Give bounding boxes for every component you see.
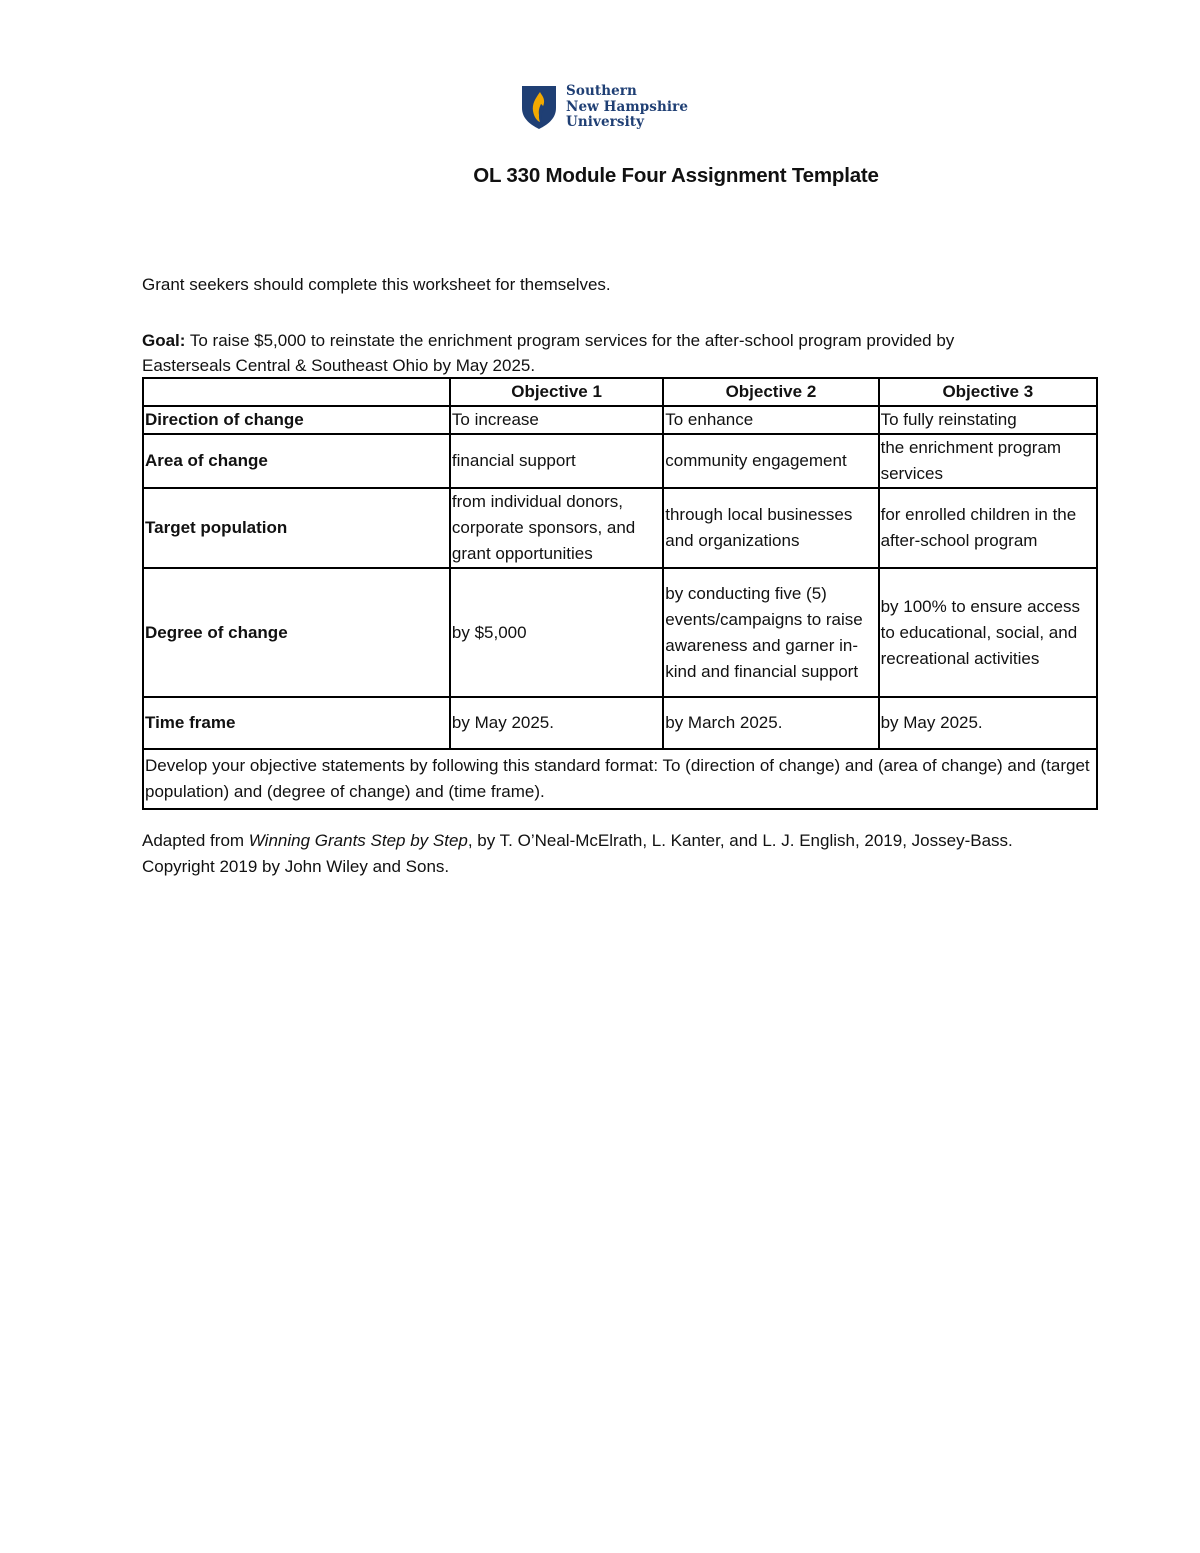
header-objective-1: Objective 1	[450, 378, 663, 406]
row-label-direction: Direction of change	[143, 406, 450, 434]
table-cell: To increase	[450, 406, 663, 434]
logo-text-line-2: New Hampshire	[566, 98, 689, 115]
table-cell: financial support	[450, 434, 663, 488]
table-cell: To fully reinstating	[879, 406, 1097, 434]
row-label-degree: Degree of change	[143, 568, 450, 697]
goal-statement	[142, 328, 1042, 378]
header-objective-2: Objective 2	[663, 378, 878, 406]
table-row	[143, 697, 1097, 749]
logo-text-line-1: Southern	[566, 83, 637, 99]
table-cell: by conducting five (5) events/campaigns to raise awareness and garner in-kind and financial support	[663, 568, 878, 697]
shield-flame-icon	[521, 84, 557, 130]
table-row	[143, 434, 1097, 488]
header-blank	[143, 378, 450, 406]
objectives-table	[142, 377, 1098, 810]
document-title: OL 330 Module Four Assignment Template	[473, 164, 879, 187]
citation-suffix: , by T. O’Neal-McElrath, L. Kanter, and L. J. English, 2019, Jossey-Bass. Copyright 2019 by John Wiley and Sons.	[142, 831, 1013, 876]
format-note: Develop your objective statements by following this standard format: To (direction of change) and (area of change) and (target population) and (degree of change) and (time frame).	[143, 749, 1097, 809]
source-citation	[142, 828, 1062, 880]
header-objective-3: Objective 3	[879, 378, 1097, 406]
table-cell: To enhance	[663, 406, 878, 434]
table-cell: from individual donors, corporate sponsors, and grant opportunities	[450, 488, 663, 568]
table-cell: by $5,000	[450, 568, 663, 697]
table-cell: by 100% to ensure access to educational, social, and recreational activities	[879, 568, 1097, 697]
table-row	[143, 406, 1097, 434]
table-note-row	[143, 749, 1097, 809]
table-cell: community engagement	[663, 434, 878, 488]
goal-text: To raise $5,000 to reinstate the enrichment program services for the after-school program provided by Easterseals Central & Southeast Ohio by May 2025.	[142, 331, 955, 375]
row-label-target: Target population	[143, 488, 450, 568]
row-label-time: Time frame	[143, 697, 450, 749]
table-row	[143, 568, 1097, 697]
table-cell: by May 2025.	[879, 697, 1097, 749]
table-header-row	[143, 378, 1097, 406]
university-logo	[521, 84, 688, 131]
table-row	[143, 488, 1097, 568]
table-cell: by March 2025.	[663, 697, 878, 749]
table-cell: for enrolled children in the after-school program	[879, 488, 1097, 568]
citation-prefix: Adapted from	[142, 831, 249, 850]
row-label-area: Area of change	[143, 434, 450, 488]
citation-book-title: Winning Grants Step by Step	[248, 831, 468, 850]
table-cell: through local businesses and organizations	[663, 488, 878, 568]
table-cell: the enrichment program services	[879, 434, 1097, 488]
intro-text: Grant seekers should complete this worksheet for themselves.	[142, 275, 611, 294]
goal-label: Goal:	[142, 331, 186, 350]
logo-text-line-3: University	[566, 114, 645, 130]
table-cell: by May 2025.	[450, 697, 663, 749]
